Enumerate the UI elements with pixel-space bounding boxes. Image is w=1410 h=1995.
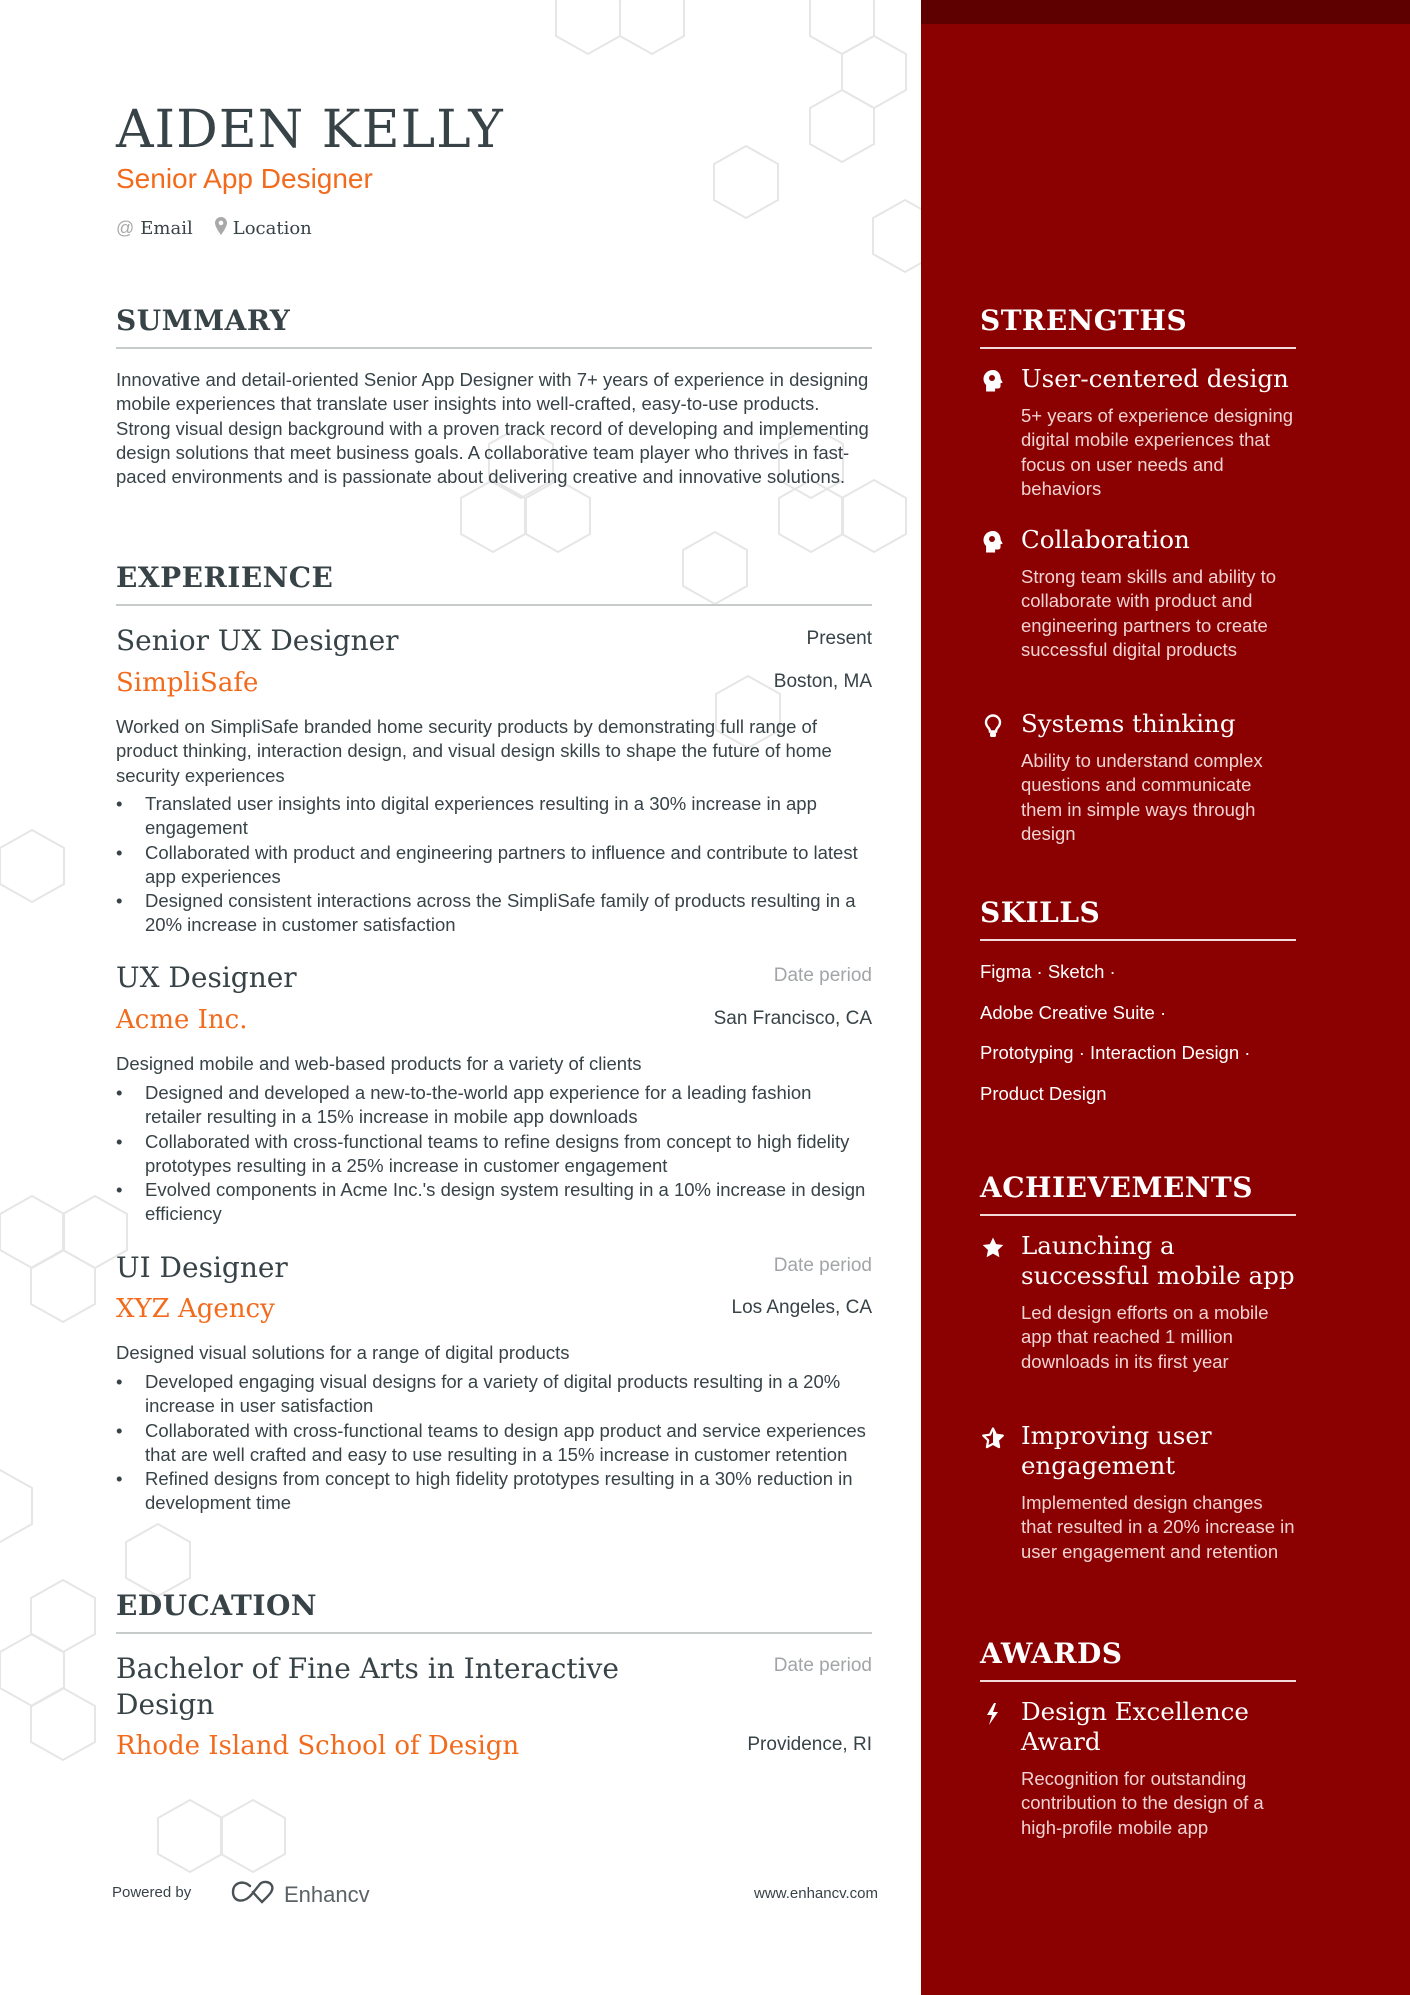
job-date: Date period — [773, 1255, 872, 1276]
candidate-title: Senior App Designer — [116, 163, 373, 194]
location-pin-icon — [215, 217, 227, 240]
skills-heading: SKILLS — [980, 896, 1296, 941]
job-location: Boston, MA — [773, 671, 872, 692]
job-bullet: • Collaborated with product and engineering partners to influence and contribute to latest app experiences — [116, 841, 872, 890]
head-icon — [980, 529, 1006, 555]
job-bullet: • Developed engaging visual designs for a variety of digital products resulting in a 20% increase in user satisfaction — [116, 1370, 872, 1419]
candidate-name: AIDEN KELLY — [116, 100, 504, 160]
job-description: Designed visual solutions for a range of digital products — [116, 1342, 570, 1363]
strength-title: Systems thinking — [1021, 709, 1236, 738]
strength-desc: 5+ years of experience designing digital mobile experiences that focus on user needs and behaviors — [1021, 405, 1294, 499]
strength-desc: Ability to understand complex questions and communicate them in simple ways through design — [1021, 750, 1263, 844]
lightning-icon — [980, 1701, 1006, 1727]
achievement-title: Improving user engagement — [1021, 1421, 1212, 1480]
job-bullet: • Refined designs from concept to high fidelity prototypes resulting in a 30% reduction in development time — [116, 1467, 872, 1516]
enhancv-logo[interactable] — [230, 1880, 370, 1910]
job-bullet: • Collaborated with cross-functional teams to design app product and service experiences that are well crafted and easy to use resulting in a 15% increase in customer retention — [116, 1419, 872, 1468]
contact-email-label: Email — [140, 218, 193, 239]
education-school: Rhode Island School of Design — [116, 1731, 520, 1761]
job-bullets — [116, 1081, 872, 1227]
job-title: Senior UX Designer — [116, 624, 399, 657]
contact-email[interactable] — [116, 217, 193, 240]
strength-title: Collaboration — [1021, 525, 1190, 554]
star-outline-icon — [980, 1425, 1006, 1451]
award-title: Design Excellence Award — [1021, 1697, 1249, 1756]
job-date: Date period — [773, 965, 872, 986]
job-location: Los Angeles, CA — [731, 1297, 872, 1318]
contact-location-label: Location — [232, 218, 312, 239]
contact-list — [116, 217, 312, 240]
job-description: Designed mobile and web-based products for a variety of clients — [116, 1053, 642, 1074]
awards-heading: AWARDS — [980, 1637, 1296, 1682]
education-degree: Bachelor of Fine Arts in Interactive Design — [116, 1652, 619, 1721]
at-icon: @ — [116, 218, 135, 238]
strength-title: User-centered design — [1021, 364, 1289, 393]
job-company: Acme Inc. — [116, 1005, 248, 1035]
job-bullets — [116, 792, 872, 938]
enhancv-brand-name: Enhancv — [284, 1882, 370, 1907]
head-icon — [980, 368, 1006, 394]
skills-row: Prototyping · Interaction Design · — [980, 1042, 1251, 1063]
job-location: San Francisco, CA — [713, 1008, 872, 1029]
achievement-title: Launching a successful mobile app — [1021, 1231, 1295, 1290]
skills-row: Adobe Creative Suite · — [980, 1001, 1167, 1023]
sidebar — [921, 0, 1410, 1995]
achievement-item — [980, 1231, 1296, 1374]
job-bullet: • Collaborated with cross-functional teams to refine designs from concept to high fidelity prototypes resulting in a 25% increase in customer engagement — [116, 1130, 872, 1179]
strength-item — [980, 709, 1296, 846]
award-item — [980, 1697, 1296, 1840]
job-company: XYZ Agency — [116, 1294, 275, 1324]
summary-heading: SUMMARY — [116, 304, 872, 349]
contact-location — [215, 217, 312, 240]
achievement-desc: Implemented design changes that resulted in a 20% increase in user engagement and retention — [1021, 1492, 1295, 1562]
experience-heading: EXPERIENCE — [116, 561, 872, 606]
education-location: Providence, RI — [747, 1734, 872, 1755]
achievement-desc: Led design efforts on a mobile app that reached 1 million downloads in its first year — [1021, 1302, 1269, 1372]
job-bullet: • Designed consistent interactions across the SimpliSafe family of products resulting in a 20% increase in customer satisfaction — [116, 889, 872, 938]
job-bullets — [116, 1370, 872, 1516]
star-icon — [980, 1235, 1006, 1261]
strength-item — [980, 364, 1296, 501]
sidebar-top-strip — [921, 0, 1410, 24]
award-desc: Recognition for outstanding contribution to the design of a high-profile mobile app — [1021, 1768, 1264, 1838]
strength-item — [980, 525, 1296, 662]
job-date: Present — [806, 628, 872, 649]
education-heading: EDUCATION — [116, 1589, 872, 1634]
powered-by-label: Powered by — [112, 1884, 192, 1901]
job-bullet: • Evolved components in Acme Inc.'s design system resulting in a 10% increase in design efficiency — [116, 1178, 872, 1227]
job-bullet: • Designed and developed a new-to-the-world app experience for a leading fashion retailer resulting in a 15% increase in mobile app downloads — [116, 1081, 872, 1130]
strengths-heading: STRENGTHS — [980, 304, 1296, 349]
lightbulb-icon — [980, 713, 1006, 739]
job-title: UX Designer — [116, 961, 297, 994]
achievements-heading: ACHIEVEMENTS — [980, 1171, 1296, 1216]
strength-desc: Strong team skills and ability to collaborate with product and engineering partners to create successful digital products — [1021, 566, 1277, 660]
enhancv-logo-icon — [230, 1880, 276, 1910]
job-description: Worked on SimpliSafe branded home security products by demonstrating full range of product thinking, interaction design, and visual design skills to shape the future of home security experiences — [116, 716, 832, 786]
job-title: UI Designer — [116, 1251, 288, 1284]
footer — [112, 1880, 878, 1910]
job-bullet: • Translated user insights into digital experiences resulting in a 30% increase in app engagement — [116, 792, 872, 841]
skills-row: Product Design — [980, 1082, 1107, 1104]
job-company: SimpliSafe — [116, 668, 259, 698]
skills-list — [980, 960, 1296, 1122]
education-date: Date period — [773, 1655, 872, 1676]
summary-text: Innovative and detail-oriented Senior App Designer with 7+ years of experience in designing mobile experiences that translate user insights into well-crafted, easy-to-use products. Strong visual design background with a proven track record of developing and implementing design solutions that meet business goals. A collaborative team player who thrives in fast-paced environments and is passionate about delivering creative and innovative solutions. — [116, 369, 869, 488]
skills-row: Figma · Sketch · — [980, 961, 1116, 982]
achievement-item — [980, 1421, 1296, 1564]
footer-url[interactable]: www.enhancv.com — [754, 1885, 878, 1902]
